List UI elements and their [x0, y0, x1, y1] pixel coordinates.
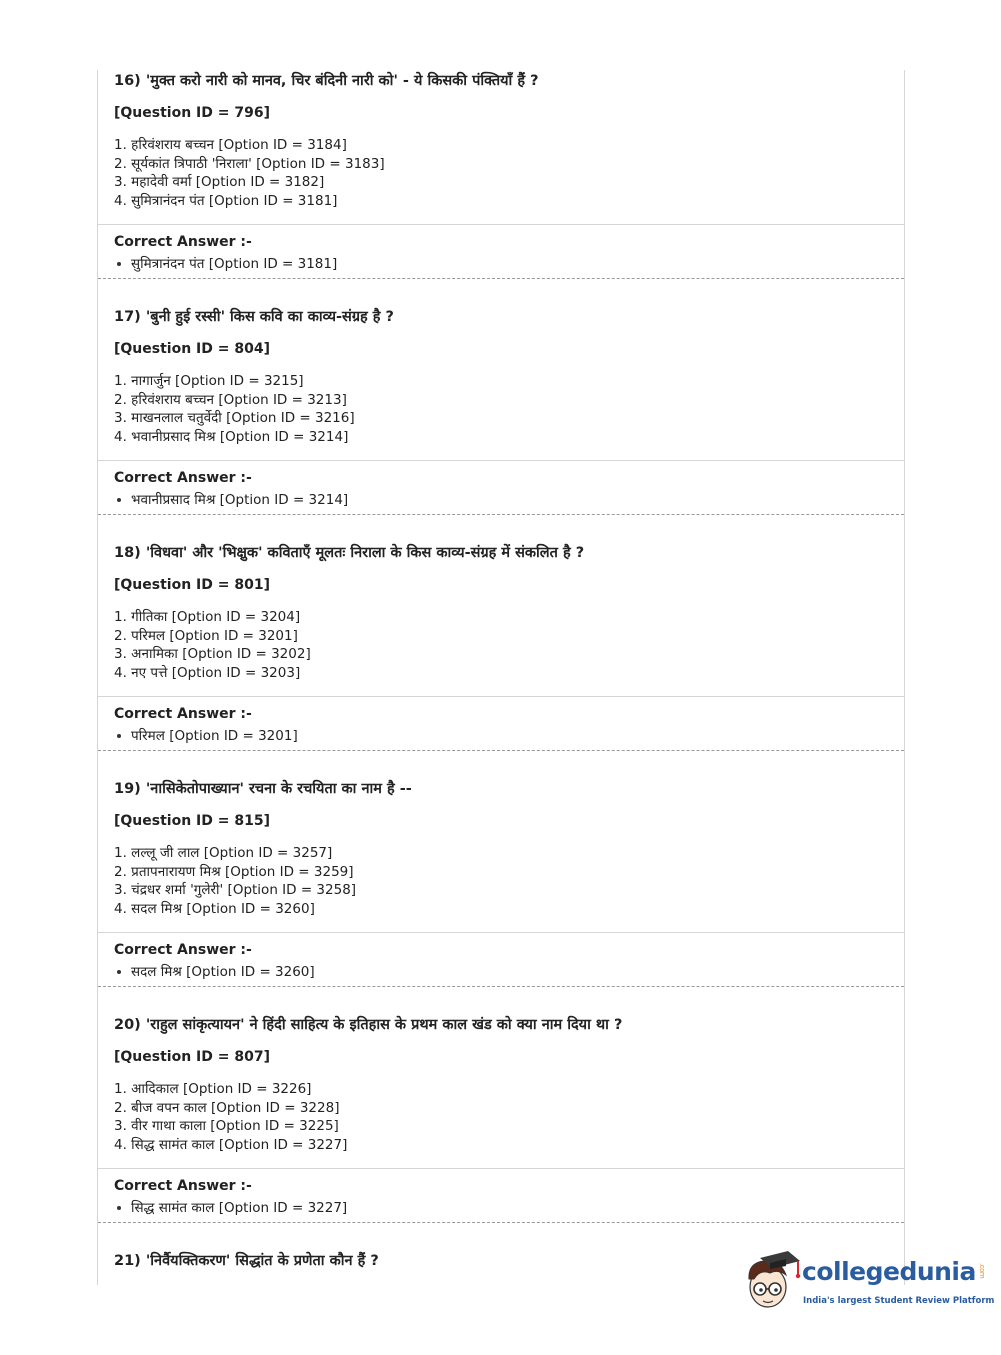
correct-answer-label: Correct Answer :-: [114, 234, 252, 250]
option-item: 3. माखनलाल चतुर्वेदी [Option ID = 3216]: [114, 410, 355, 426]
option-item: 2. प्रतापनारायण मिश्र [Option ID = 3259]: [114, 863, 354, 880]
option-item: 3. चंद्रधर शर्मा 'गुलेरी' [Option ID = 3258]: [114, 882, 357, 898]
correct-answer-box: [98, 460, 904, 509]
options-list: [114, 372, 904, 446]
question-block: [98, 1016, 904, 1154]
correct-answer-text: परिमल [Option ID = 3201]: [131, 728, 298, 744]
option-item: 3. वीर गाथा काला [Option ID = 3225]: [114, 1118, 339, 1134]
question-id: [Question ID = 804]: [114, 341, 270, 357]
question-title: 16) 'मुक्त करो नारी को मानव, चिर बंदिनी नारी को' - ये किसकी पंक्तियाँ हैं ?: [114, 73, 539, 89]
correct-answer-box: [98, 224, 904, 273]
options-list: [114, 608, 904, 682]
logo-wordmark: [802, 1257, 986, 1286]
option-item: 3. अनामिका [Option ID = 3202]: [114, 646, 311, 662]
question-block: [98, 544, 904, 682]
correct-answer-label: Correct Answer :-: [114, 942, 252, 958]
correct-answer-text: सुमित्रानंदन पंत [Option ID = 3181]: [131, 256, 338, 272]
correct-answer-label: Correct Answer :-: [114, 470, 252, 486]
correct-answer-item: [114, 963, 904, 981]
question-title: 17) 'बुनी हुई रस्सी' किस कवि का काव्य-संग्रह है ?: [114, 309, 394, 325]
logo-name: collegedunia: [802, 1257, 976, 1286]
correct-answer-text: सदल मिश्र [Option ID = 3260]: [131, 964, 315, 980]
correct-answer-label: Correct Answer :-: [114, 706, 252, 722]
logo-domain: .com: [977, 1263, 986, 1279]
collegedunia-logo: [740, 1245, 995, 1315]
option-item: 2. बीज वपन काल [Option ID = 3228]: [114, 1099, 340, 1116]
question-id: [Question ID = 807]: [114, 1049, 270, 1065]
bullet-icon: [117, 262, 121, 266]
logo-tagline: India's largest Student Review Platform: [803, 1296, 995, 1306]
question-block: [98, 308, 904, 446]
bullet-icon: [117, 1206, 121, 1210]
option-item: 4. सदल मिश्र [Option ID = 3260]: [114, 900, 315, 917]
question-title: 21) 'निर्वैयक्तिकरण' सिद्धांत के प्रणेता कौन हैं ?: [114, 1253, 379, 1269]
question-separator: [98, 986, 904, 987]
option-item: 1. हरिवंशराय बच्चन [Option ID = 3184]: [114, 137, 347, 153]
question-separator: [98, 1222, 904, 1223]
option-item: 4. भवानीप्रसाद मिश्र [Option ID = 3214]: [114, 428, 349, 445]
question-id: [Question ID = 801]: [114, 577, 270, 593]
correct-answer-item: [114, 727, 904, 745]
options-list: [114, 136, 904, 210]
option-item: 1. गीतिका [Option ID = 3204]: [114, 609, 301, 625]
page-frame: [97, 70, 905, 1285]
option-item: 2. सूर्यकांत त्रिपाठी 'निराला' [Option ID = 3183]: [114, 155, 385, 172]
bullet-icon: [117, 970, 121, 974]
correct-answer-box: [98, 932, 904, 981]
question-separator: [98, 278, 904, 279]
bullet-icon: [117, 498, 121, 502]
option-item: 2. हरिवंशराय बच्चन [Option ID = 3213]: [114, 391, 347, 408]
options-list: [114, 1080, 904, 1154]
question-separator: [98, 750, 904, 751]
question-title: 18) 'विधवा' और 'भिक्षुक' कविताएँ मूलतः निराला के किस काव्य-संग्रह में संकलित है ?: [114, 545, 585, 561]
option-item: 1. आदिकाल [Option ID = 3226]: [114, 1081, 312, 1097]
question-block: [98, 72, 904, 210]
bullet-icon: [117, 734, 121, 738]
option-item: 4. नए पत्ते [Option ID = 3203]: [114, 664, 301, 681]
correct-answer-label: Correct Answer :-: [114, 1178, 252, 1194]
mascot-icon: [740, 1249, 802, 1311]
question-separator: [98, 514, 904, 515]
correct-answer-item: [114, 255, 904, 273]
question-id: [Question ID = 796]: [114, 105, 270, 121]
option-item: 4. सिद्ध सामंत काल [Option ID = 3227]: [114, 1136, 348, 1153]
correct-answer-item: [114, 1199, 904, 1217]
correct-answer-item: [114, 491, 904, 509]
question-id: [Question ID = 815]: [114, 813, 270, 829]
question-title: 19) 'नासिकेतोपाख्यान' रचना के रचयिता का नाम है --: [114, 781, 412, 797]
correct-answer-box: [98, 696, 904, 745]
option-item: 1. लल्लू जी लाल [Option ID = 3257]: [114, 845, 333, 861]
option-item: 4. सुमित्रानंदन पंत [Option ID = 3181]: [114, 192, 338, 209]
options-list: [114, 844, 904, 918]
option-item: 1. नागार्जुन [Option ID = 3215]: [114, 373, 304, 389]
question-title: 20) 'राहुल सांकृत्यायन' ने हिंदी साहित्य के इतिहास के प्रथम काल खंड को क्या नाम दिया था ?: [114, 1017, 623, 1033]
correct-answer-box: [98, 1168, 904, 1217]
option-item: 2. परिमल [Option ID = 3201]: [114, 627, 298, 644]
correct-answer-text: सिद्ध सामंत काल [Option ID = 3227]: [131, 1200, 348, 1216]
question-block: [98, 780, 904, 918]
option-item: 3. महादेवी वर्मा [Option ID = 3182]: [114, 174, 325, 190]
correct-answer-text: भवानीप्रसाद मिश्र [Option ID = 3214]: [131, 492, 349, 508]
